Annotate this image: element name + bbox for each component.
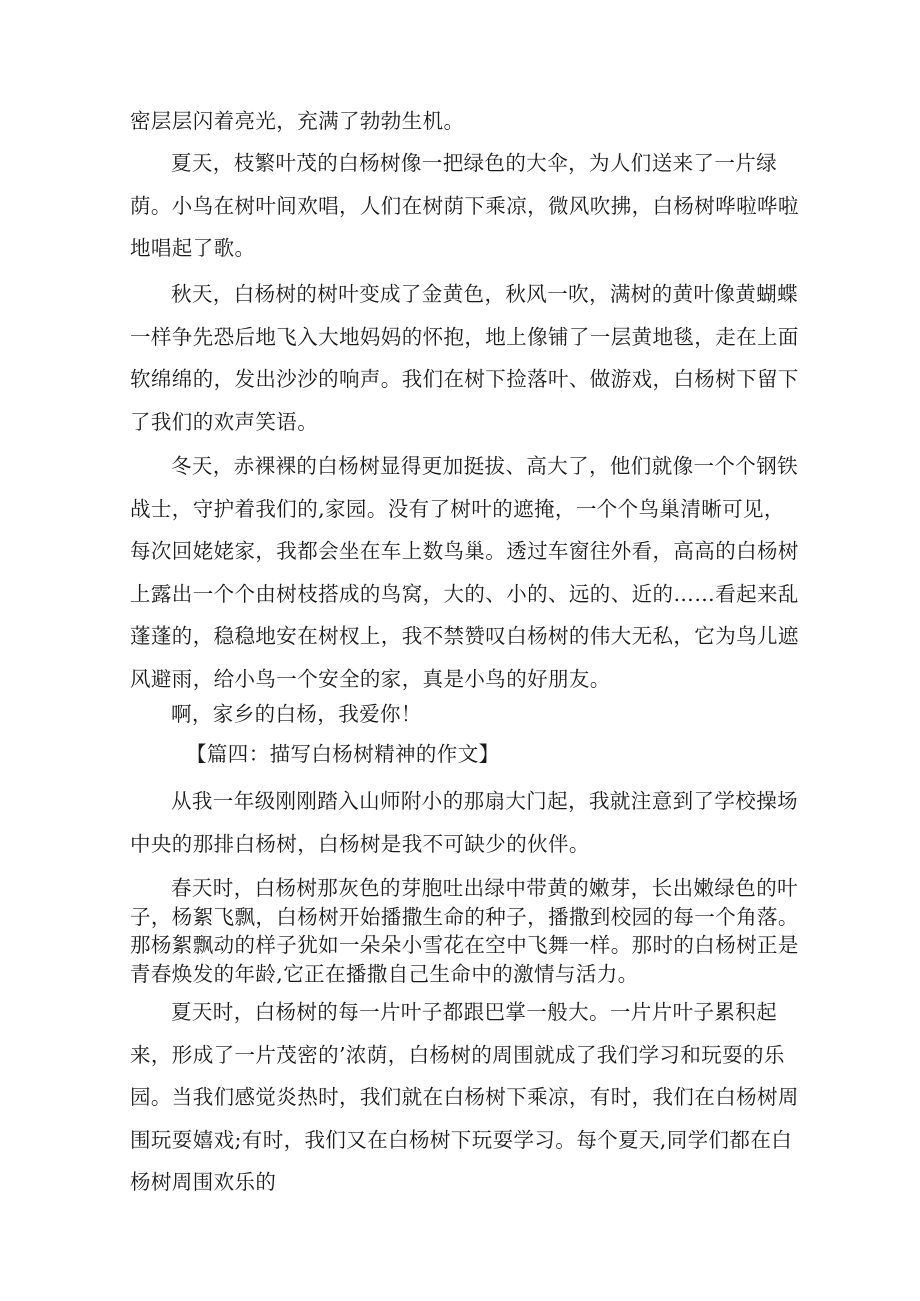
paragraph-autumn: 秋天，白杨树的树叶变成了金黄色，秋风一吹，满树的黄叶像黄蝴蝶一样争先恐后地飞入大地妈妈的怀抱，地上像铺了一层黄地毯，走在上面软绵绵的，发出沙沙的响声。我们在树下捡落叶、做游戏，白杨树下留下了我们的欢声笑语。	[130, 282, 799, 434]
paragraph-summer: 夏天，枝繁叶茂的白杨树像一把绿色的大伞，为人们送来了一片绿荫。小鸟在树叶间欢唱，人们在树荫下乘凉，微风吹拂，白杨树哗啦哗啦地唱起了歌。	[130, 151, 799, 260]
paragraph-winter: 冬天，赤裸裸的白杨树显得更加挺拔、高大了，他们就像一个个钢铁战士，守护着我们的,家园。没有了树叶的遮掩，一个个鸟巢清晰可见，每次回姥姥家，我都会坐在车上数鸟巢。透过车窗往外看，高高的白杨树上露出一个个由树枝搭成的鸟窝，大的、小的、远的、近的……看起来乱蓬蓬的，稳稳地安在树杈上，我不禁赞叹白杨树的伟大无私，它为鸟儿遮风避雨，给小鸟一个安全的家，真是小鸟的好朋友。	[130, 454, 799, 691]
paragraph-spring: 春天时，白杨树那灰色的芽胞吐出绿中带黄的嫩芽，长出嫩绿色的叶子，杨絮飞飘，白杨树开始播撒生命的种子，播撒到校园的每一个角落。那杨絮飘动的样子犹如一朵朵小雪花在空中飞舞一样。那时的白杨树正是青春焕发的年龄,它正在播撒自己生命中的激情与活力。	[130, 876, 799, 986]
paragraph-exclamation: 啊，家乡的白杨，我爱你！	[171, 702, 422, 726]
paragraph-intro: 从我一年级刚刚踏入山师附小的那扇大门起，我就注意到了学校操场中央的那排白杨树，白杨树是我不可缺少的伙伴。	[130, 789, 798, 856]
paragraph-summer-2: 夏天时，白杨树的每一片叶子都跟巴掌一般大。一片片叶子累积起来，形成了一片茂密的’浓荫，白杨树的周围就成了我们学习和玩耍的乐园。当我们感觉炎热时，我们就在白杨树下乘凉，有时，我们在白杨树周围玩耍嬉戏;有时，我们又在白杨树下玩耍学习。每个夏天,同学们都在白杨树周围欢乐的	[130, 1000, 799, 1194]
section-heading: 【篇四：描写白杨树精神的作文】	[186, 742, 500, 766]
paragraph-continuation: 密层层闪着亮光，充满了勃勃生机。	[130, 109, 465, 133]
